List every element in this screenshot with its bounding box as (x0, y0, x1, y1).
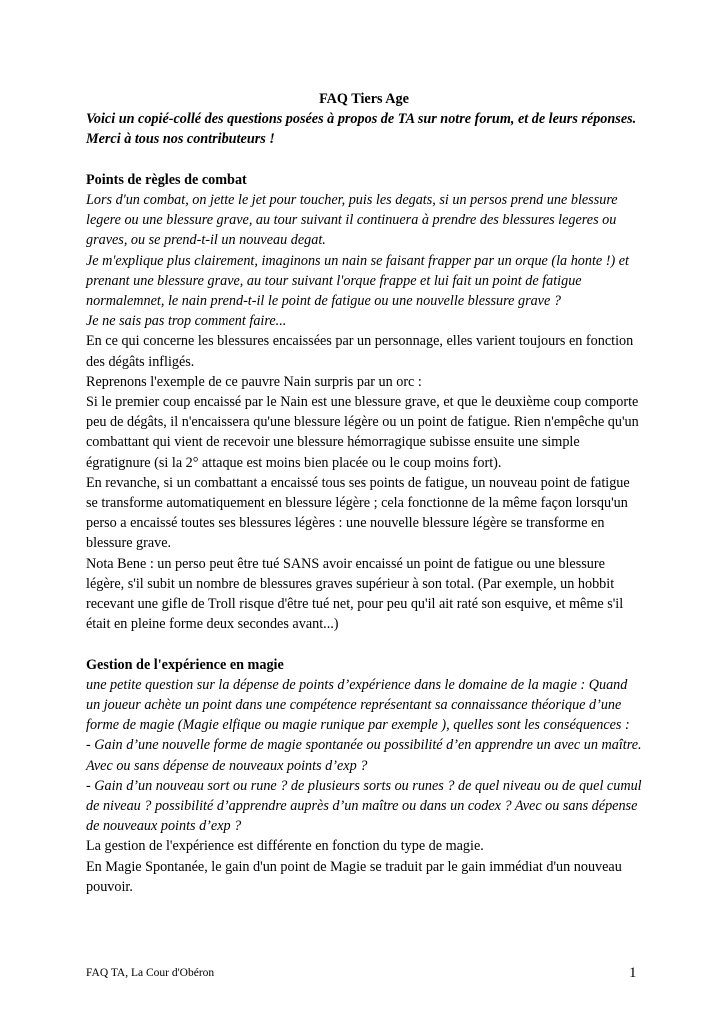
page-number: 1 (629, 965, 637, 981)
answer-paragraph: Nota Bene : un perso peut être tué SANS avoir encaissé un point de fatigue ou une blessure légère, s'il subit un nombre de blessures graves supérieur à son total. (Par exemple, un hobbit recevant une gifle de Troll risque d'être tué net, pour peu qu'il ait raté son esquive, et même s'il était en pleine forme deux secondes avant...) (86, 555, 624, 633)
answer-paragraph: En ce qui concerne les blessures encaissées par un personnage, elles varient toujours en fonction des dégâts infligés. (86, 333, 634, 370)
footer-text: FAQ TA, La Cour d'Obéron (86, 967, 215, 979)
question-paragraph: - Gain d’un nouveau sort ou rune ? de plusieurs sorts ou runes ? de quel niveau ou de quel cumul de niveau ? possibilité d’apprendre auprès d’un maître ou dans un codex ? Avec ou sans dépense de nouveaux points d’exp ? (86, 777, 642, 835)
page-body (86, 89, 642, 897)
intro-line-1: Voici un copié-collé des questions posées à propos de TA sur notre forum, et de leurs réponses. (86, 111, 637, 128)
section-heading-combat: Points de règles de combat (86, 171, 247, 188)
question-paragraph: Je ne sais pas trop comment faire... (86, 313, 287, 330)
answer-paragraph: Si le premier coup encaissé par le Nain est une blessure grave, et que le deuxième coup comporte peu de dégâts, il n'encaissera qu'une blessure légère ou un point de fatigue. Rien n'empêche qu'un combattant qui vient de recevoir une blessure hémorragique subisse ensuite une simple égratignure (si la 2° attaque est moins bien placée ou le coup moins fort). (86, 394, 639, 471)
question-paragraph: une petite question sur la dépense de points d’expérience dans le domaine de la magie : Quand un joueur achète un point dans une compétence représentant sa connaissance théorique d’une forme de magie (Magie elfique ou magie runique par exemple ), quelles sont les conséquences : (86, 676, 630, 734)
intro-line-2: Merci à tous nos contributeurs ! (86, 131, 275, 148)
question-paragraph: Je m'explique plus clairement, imaginons un nain se faisant frapper par un orque (la honte !) et prenant une blessure grave, au tour suivant l'orque frappe et lui fait un point de fatigue normalemnet, le nain prend-t-il le point de fatigue ou une nouvelle blessure grave ? (86, 252, 629, 310)
spacer (86, 150, 642, 170)
answer-paragraph: Reprenons l'exemple de ce pauvre Nain surpris par un orc : (86, 373, 422, 390)
section-heading-magic: Gestion de l'expérience en magie (86, 656, 284, 673)
answer-paragraph: En revanche, si un combattant a encaissé tous ses points de fatigue, un nouveau point de fatigue se transforme automatiquement en blessure légère ; cela fonctionne de la même façon lorsqu'un perso a encaissé toutes ses blessures légères : une nouvelle blessure légère se transforme en blessure grave. (86, 474, 630, 552)
document-title: FAQ Tiers Age (319, 91, 409, 107)
spacer (86, 634, 642, 654)
question-paragraph: Lors d'un combat, on jette le jet pour toucher, puis les degats, si un persos prend une blessure legere ou une blessure grave, au tour suivant il continuera à prendre des blessures legeres ou graves, ou se prend-t-il un nouveau degat. (86, 192, 618, 249)
answer-paragraph: La gestion de l'expérience est différente en fonction du type de magie. (86, 838, 484, 855)
answer-paragraph: En Magie Spontanée, le gain d'un point de Magie se traduit par le gain immédiat d'un nouveau pouvoir. (86, 858, 622, 895)
question-paragraph: - Gain d’une nouvelle forme de magie spontanée ou possibilité d’en apprendre un avec un maître. Avec ou sans dépense de nouveaux points d’exp ? (86, 737, 642, 774)
